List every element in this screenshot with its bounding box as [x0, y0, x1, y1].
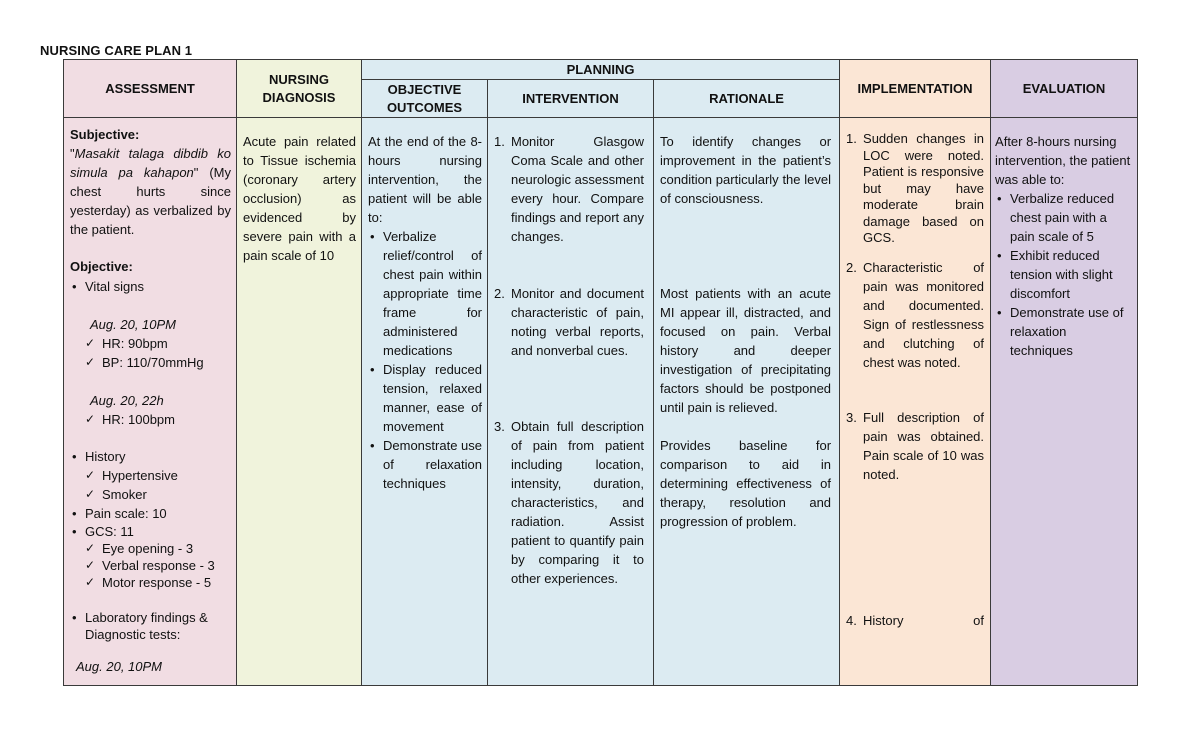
intervention-item: 2. Monitor and document characteristic of pain, noting verbal reports, and nonverbal cues. [494, 286, 644, 358]
gcs-verbal-response: ✓ Verbal response - 3 [85, 557, 231, 574]
diagnosis-cell [237, 118, 362, 686]
intervention-item: 1. Monitor Glasgow Coma Scale and other neurologic assessment every hour. Compare findings and report any changes. [494, 134, 644, 244]
header-nursing-diagnosis: NURSING DIAGNOSIS [237, 60, 362, 118]
blood-pressure-1: ✓ BP: 110/70mmHg [85, 353, 231, 372]
implementation-item: 4. History of [846, 612, 985, 628]
rationale-item: Provides baseline for comparison to aid in determining effectiveness of therapy, resolution and progression of problem. [660, 438, 832, 529]
outcome-item: • Display reduced tension, relaxed manner, ease of movement [368, 360, 482, 436]
header-rationale: RATIONALE [654, 80, 840, 118]
gcs-eye-opening: ✓ Eye opening - 3 [85, 540, 231, 557]
rationale-item: Most patients with an acute MI appear ill, distracted, and focused on pain. Verbal history and deeper investigation of precipitating factors should be postponed until pain is relieved. [660, 286, 832, 415]
implementation-item: 3. Full description of pain was obtained. Pain scale of 10 was noted. [846, 409, 985, 482]
evaluation-intro: After 8-hours nursing intervention, the patient was able to: [995, 134, 1131, 187]
care-plan-table [63, 59, 1138, 686]
evaluation-item: • Exhibit reduced tension with slight discomfort [995, 246, 1132, 303]
subjective-quote: "Masakit talaga dibdib ko simula pa kahapon" (My chest hurts since yesterday) as verbalized by the patient. [70, 146, 231, 237]
rationale-cell [654, 118, 840, 686]
timestamp-1: Aug. 20, 10PM [90, 317, 176, 332]
intervention-cell [488, 118, 654, 686]
outcome-item: • Demonstrate use of relaxation techniques [368, 436, 482, 493]
outcomes-intro: At the end of the 8-hours nursing intervention, the patient will be able to: [368, 134, 482, 225]
evaluation-item: • Demonstrate use of relaxation techniques [995, 303, 1132, 360]
assessment-cell [64, 118, 237, 686]
header-evaluation: EVALUATION [991, 60, 1138, 118]
intervention-item: 3. Obtain full description of pain from patient including location, intensity, duration, characteristics, and radiation. Assist patient to quantify pain by comparing it to other experiences. [494, 419, 644, 586]
subjective-label: Subjective: [70, 127, 140, 142]
implementation-cell [840, 118, 991, 686]
header-assessment: ASSESSMENT [64, 60, 237, 118]
implementation-item: 1. Sudden changes in LOC were noted. Patient is responsive but may have moderate brain damage based on GCS. [846, 131, 985, 245]
implementation-item: 2. Characteristic of pain was monitored and documented. Sign of restlessness and clutching of chest was noted. [846, 259, 985, 370]
history-smoker: ✓ Smoker [85, 485, 231, 504]
rationale-item: To identify changes or improvement in the patient’s condition particularly the level of consciousness. [660, 134, 832, 206]
header-intervention: INTERVENTION [488, 80, 654, 118]
pain-scale-item: • Pain scale: 10 [70, 504, 231, 523]
history-item: • History [70, 447, 231, 466]
header-planning: PLANNING [362, 60, 840, 80]
header-implementation: IMPLEMENTATION [840, 60, 991, 118]
outcomes-cell [362, 118, 488, 686]
gcs-item: • GCS: 11 [70, 523, 231, 540]
outcome-item: • Verbalize relief/control of chest pain within appropriate time frame for administered medications [368, 227, 482, 360]
lab-findings-item: • Laboratory findings & Diagnostic tests: [70, 609, 231, 643]
objective-label: Objective: [70, 259, 133, 274]
evaluation-item: • Verbalize reduced chest pain with a pain scale of 5 [995, 189, 1132, 246]
header-objective-outcomes: OBJECTIVE OUTCOMES [362, 80, 488, 118]
diagnosis-text: Acute pain related to Tissue ischemia (coronary artery occlusion) as evidenced by severe pain with a pain scale of 10 [243, 134, 356, 263]
evaluation-cell [991, 118, 1138, 686]
heart-rate-1: ✓ HR: 90bpm [85, 334, 231, 353]
heart-rate-2: ✓ HR: 100bpm [85, 410, 231, 429]
timestamp-3: Aug. 20, 10PM [76, 659, 162, 674]
page-title: NURSING CARE PLAN 1 [40, 43, 193, 58]
timestamp-2: Aug. 20, 22h [90, 393, 164, 408]
history-hypertensive: ✓ Hypertensive [85, 466, 231, 485]
vital-signs-item: • Vital signs [70, 277, 231, 296]
gcs-motor-response: ✓ Motor response - 5 [85, 574, 231, 591]
